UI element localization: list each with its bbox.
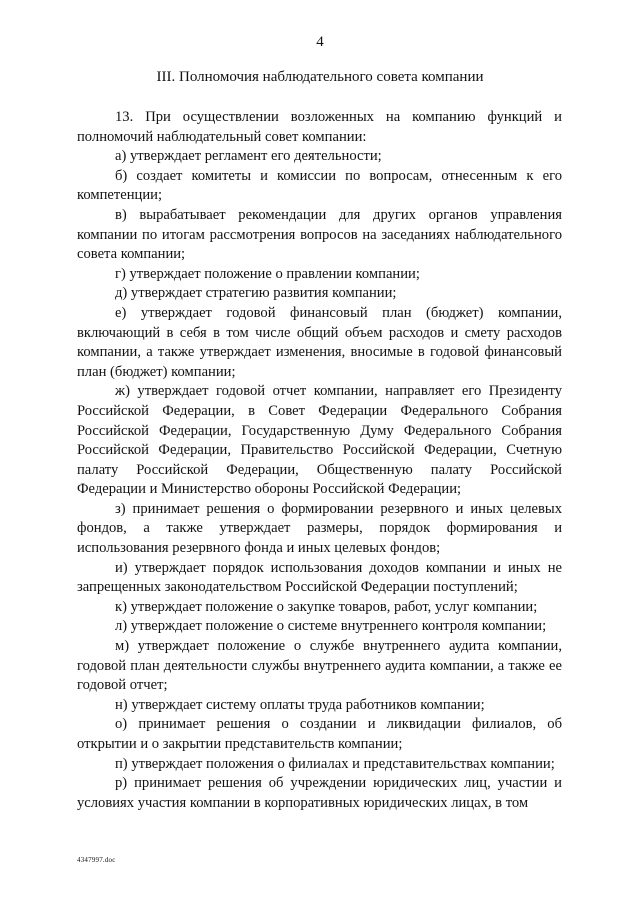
- document-body: [77, 108, 562, 813]
- list-item-zh: ж) утверждает годовой отчет компании, направляет его Президенту Российской Федерации, в Совет Федерации Федерального Собрания Российской Федерации, Государственную Думу Федерального Собрания Российской Федерации, Правительство Российской Федерации, Счетную палату Российской Федерации, Общественную палату Российской Федерации и Министерство обороны Российской Федерации;: [77, 383, 562, 498]
- document-file-code: 4347997.doc: [77, 856, 116, 864]
- list-item-l: л) утверждает положение о системе внутреннего контроля компании;: [115, 618, 547, 635]
- list-item-p: п) утверждает положения о филиалах и представительствах компании;: [115, 755, 555, 772]
- list-item-r: р) принимает решения об учреждении юридических лиц, участии и условиях участия компании в корпоративных юридических лицах, в том: [77, 775, 562, 811]
- list-item-z: з) принимает решения о формировании резервного и иных целевых фондов, а также утверждает размеры, порядок формирования и использования резервного фонда и иных целевых фондов;: [77, 500, 562, 557]
- list-item-v: в) вырабатывает рекомендации для других органов управления компании по итогам рассмотрения вопросов на заседаниях наблюдательного совета компании;: [77, 206, 562, 263]
- list-item-b: б) создает комитеты и комиссии по вопросам, отнесенным к его компетенции;: [77, 167, 562, 204]
- list-item-k: к) утверждает положение о закупке товаров, работ, услуг компании;: [115, 598, 538, 615]
- list-item-a: а) утверждает регламент его деятельности;: [115, 148, 382, 165]
- list-item-g: г) утверждает положение о правлении компании;: [115, 265, 420, 282]
- list-item-m: м) утверждает положение о службе внутреннего аудита компании, годовой план деятельности службы внутреннего аудита компании, а также ее годовой отчет;: [77, 638, 562, 694]
- list-item-d: д) утверждает стратегию развития компании;: [115, 285, 397, 302]
- page-number: 4: [316, 34, 324, 50]
- list-item-n: н) утверждает систему оплаты труда работников компании;: [115, 696, 485, 713]
- list-item-o: о) принимает решения о создании и ликвидации филиалов, об открытии и о закрытии представительств компании;: [77, 716, 562, 752]
- list-item-e: е) утверждает годовой финансовый план (бюджет) компании, включающий в себя в том числе общий объем расходов и смету расходов компании, а также утверждает изменения, вносимые в годовой финансовый план (бюджет) компании;: [77, 304, 562, 380]
- section-heading: III. Полномочия наблюдательного совета компании: [156, 69, 484, 85]
- list-item-i: и) утверждает порядок использования доходов компании и иных не запрещенных законодательством Российской Федерации поступлений;: [77, 559, 562, 596]
- paragraph-13-intro: 13. При осуществлении возложенных на компанию функций и полномочий наблюдательный совет компании:: [77, 109, 562, 145]
